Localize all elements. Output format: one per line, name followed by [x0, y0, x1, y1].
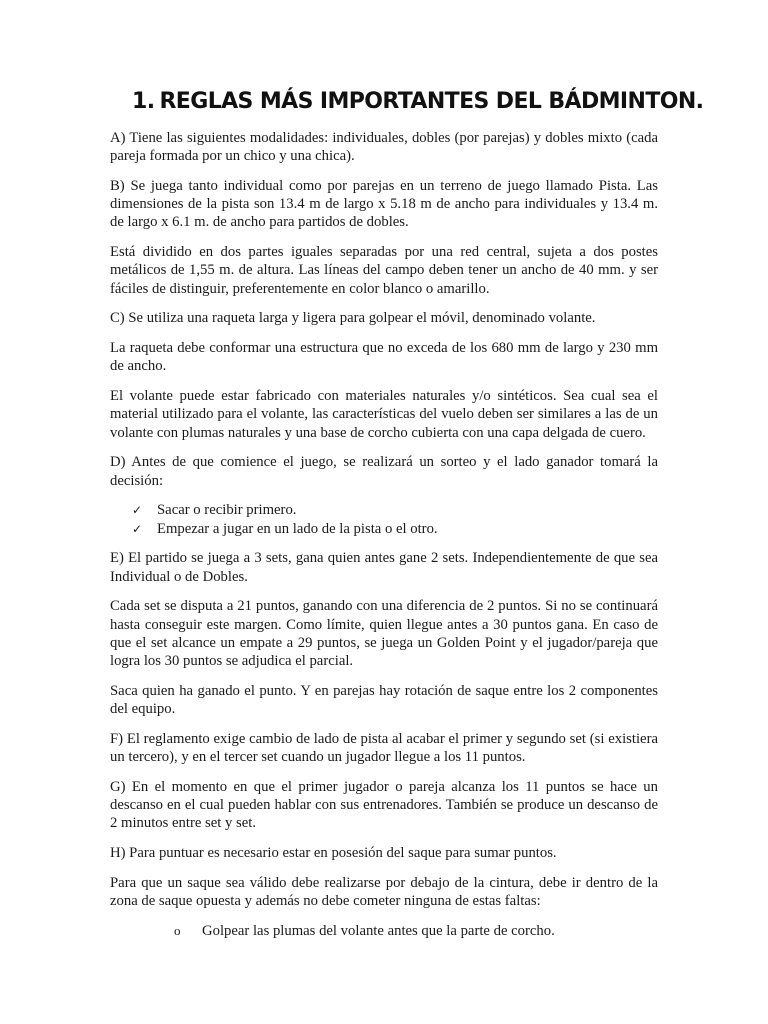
document-body: [110, 129, 658, 940]
checkmark-icon: ✓: [132, 503, 143, 518]
paragraph-e-serve: Saca quien ha ganado el punto. Y en parejas hay rotación de saque entre los 2 componentes del equipo.: [110, 682, 658, 718]
paragraph-c-racket: La raqueta debe conformar una estructura que no exceda de los 680 mm de largo y 230 mm de ancho.: [110, 340, 658, 375]
list-item: [132, 501, 658, 519]
checkmark-icon: ✓: [132, 521, 143, 536]
list-item: [174, 922, 658, 940]
list-item-text: Sacar o recibir primero.: [157, 502, 297, 519]
list-item-text: Empezar a jugar en un lado de la pista o el otro.: [157, 520, 438, 537]
paragraph-g: G) En el momento en que el primer jugador o pareja alcanza los 11 puntos se hace un descanso en el cual pueden hablar con sus entrenadores. También se produce un descanso de 2 minutos entre set y set.: [110, 778, 658, 832]
list-item: [132, 520, 658, 538]
paragraph-c-shuttlecock: El volante puede estar fabricado con materiales naturales y/o sintéticos. Sea cual sea el material utilizado para el volante, las características del vuelo deben ser similares a las de un volante con plumas naturales y una base de corcho cubierta con una capa delgada de cuero.: [110, 388, 658, 441]
paragraph-h: H) Para puntuar es necesario estar en posesión del saque para sumar puntos.: [110, 845, 557, 862]
paragraph-f: F) El reglamento exige cambio de lado de pista al acabar el primer y segundo set (si existiera un tercero), y en el tercer set cuando un jugador llegue a los 11 puntos.: [110, 730, 658, 766]
page-title: [132, 87, 703, 117]
paragraph-h-serve-rules: Para que un saque sea válido debe realizarse por debajo de la cintura, debe ir dentro de la zona de saque opuesta y además no debe cometer ninguna de estas faltas:: [110, 874, 658, 910]
paragraph-e-sets: Cada set se disputa a 21 puntos, ganando con una diferencia de 2 puntos. Si no se continuará hasta conseguir este margen. Como límite, quien llegue antes a 30 puntos gana. En caso de que el set alcance un empate a 29 puntos, se juega un Golden Point y el jugador/pareja que logra los 30 puntos se adjudica el parcial.: [110, 598, 658, 670]
circle-bullet-icon: o: [174, 922, 181, 938]
paragraph-e: E) El partido se juega a 3 sets, gana quien antes gane 2 sets. Independientemente de que sea Individual o de Dobles.: [110, 550, 658, 585]
paragraph-d: D) Antes de que comience el juego, se realizará un sorteo y el lado ganador tomará la decisión:: [110, 454, 658, 489]
paragraph-b-court: Está dividido en dos partes iguales separadas por una red central, sujeta a dos postes metálicos de 1,55 m. de altura. Las líneas del campo deben tener un ancho de 40 mm. y ser fáciles de distinguir, preferentemente en color blanco o amarillo.: [110, 244, 658, 297]
title-text: REGLAS MÁS IMPORTANTES DEL BÁDMINTON.: [159, 89, 704, 114]
title-number: 1.: [132, 89, 155, 114]
decision-checklist: [110, 501, 658, 537]
paragraph-c: C) Se utiliza una raqueta larga y ligera para golpear el móvil, denominado volante.: [110, 310, 596, 327]
paragraph-a: A) Tiene las siguientes modalidades: individuales, dobles (por parejas) y dobles mixto (cada pareja formada por un chico y una chica).: [110, 130, 658, 165]
paragraph-b: B) Se juega tanto individual como por parejas en un terreno de juego llamado Pista. Las dimensiones de la pista son 13.4 m de largo x 5.18 m de ancho para individuales y 13.4 m. de largo x 6.1 m. de ancho para partidos de dobles.: [110, 178, 658, 231]
list-item-text: Golpear las plumas del volante antes que la parte de corcho.: [202, 922, 555, 939]
fault-list: [110, 922, 658, 940]
